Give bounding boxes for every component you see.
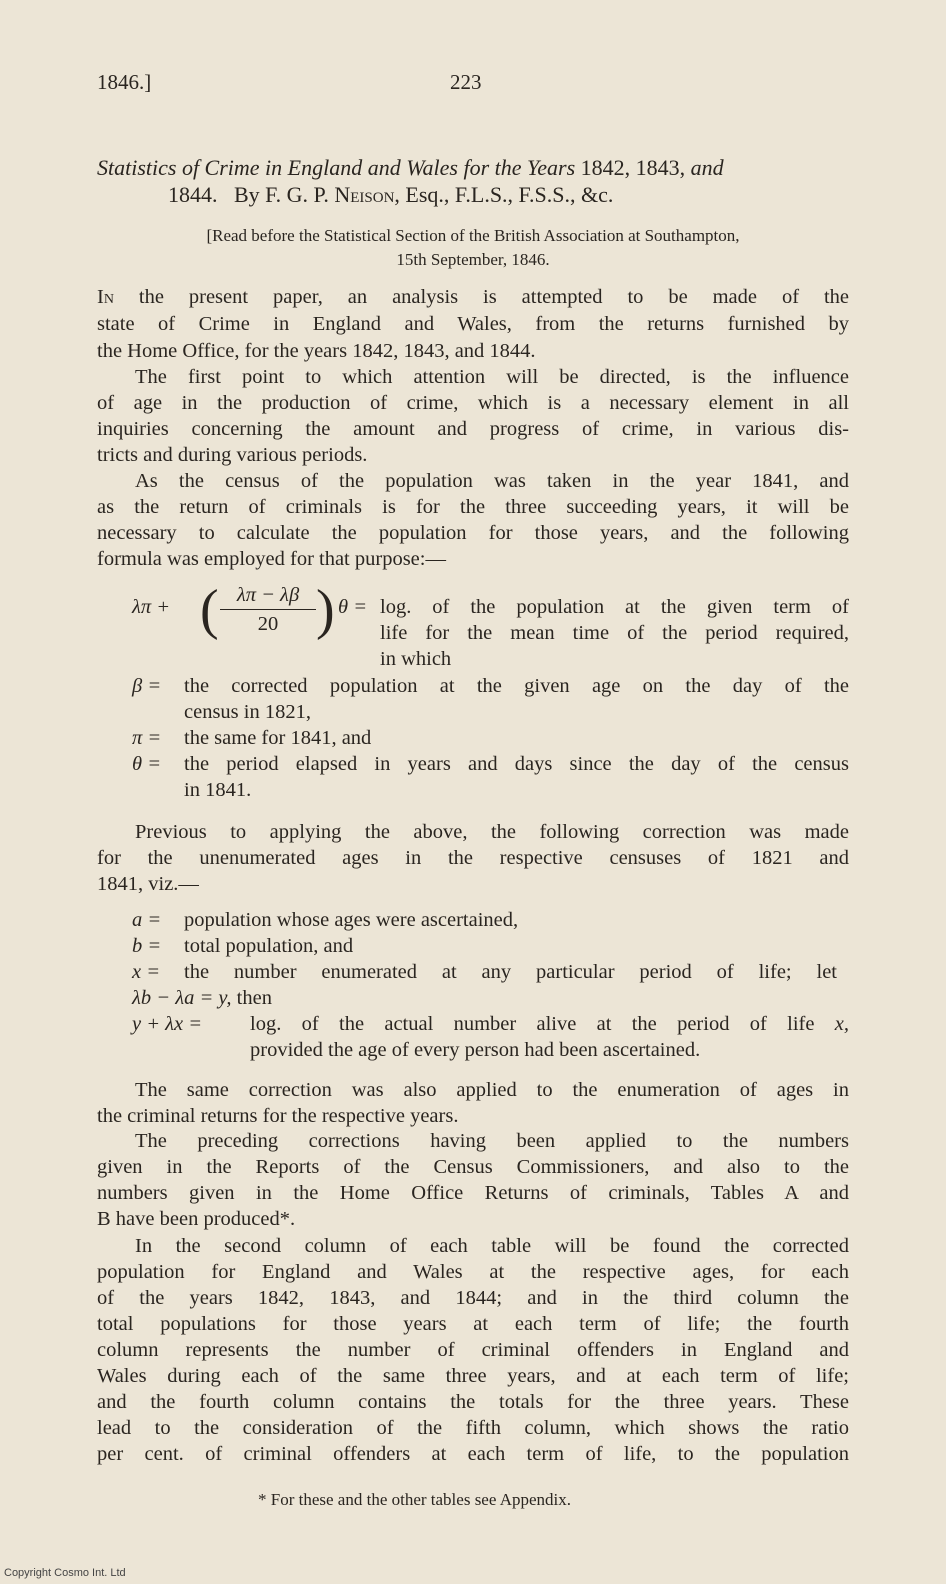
def-a-sym (132, 907, 161, 933)
para2-line3: inquiries concerning the amount and progress of crime, in various dis- (97, 418, 849, 440)
para2-line4: tricts and during various periods. (97, 444, 368, 466)
eq2-var: x, (834, 1013, 850, 1035)
para3-line2: as the return of criminals is for the three succeeding years, it will be (97, 496, 849, 518)
para2-line2: of age in the production of crime, which is a necessary element in all (97, 392, 849, 414)
para3-line1: As the census of the population was taken in the year 1841, and (135, 470, 849, 492)
para3-line3: necessary to calculate the population for those years, and the following (97, 522, 849, 544)
para6-line4: B have been produced*. (97, 1208, 296, 1230)
def-beta-sym-text: β = (132, 675, 162, 697)
fraction-bar (220, 609, 316, 610)
formula-desc1: log. of the population at the given term of (380, 596, 849, 618)
eq1-math: λb − λa = y, (132, 987, 232, 1009)
formula-desc2: life for the mean time of the period required, (380, 622, 849, 644)
eq1-text: then (236, 987, 272, 1009)
read-note (97, 224, 849, 272)
def-x-sym-text: x = (132, 961, 161, 983)
formula-theta (338, 594, 367, 620)
title-year2: 1844. (168, 182, 218, 207)
title-author: Neison (334, 182, 395, 207)
formula-theta-text: θ = (338, 596, 368, 618)
title-credentials: , Esq., F.L.S., F.S.S., &c. (394, 182, 614, 207)
para6-line3: numbers given in the Home Office Returns of criminals, Tables A and (97, 1182, 849, 1204)
para4-line2: for the unenumerated ages in the respective censuses of 1821 and (97, 847, 849, 869)
para7-line4: total populations for those years at each term of life; the fourth (97, 1313, 849, 1335)
page-number: 223 (450, 70, 482, 94)
para3-line4: formula was employed for that purpose:— (97, 548, 446, 570)
def-x-sym (132, 959, 160, 985)
def-x-text: the number enumerated at any particular period of life; let (184, 961, 837, 983)
eq2-cont: provided the age of every person had been ascertained. (250, 1039, 701, 1061)
title-by: By F. G. P. (234, 182, 329, 207)
def-theta-cont: in 1841. (184, 779, 252, 801)
title-italic: Statistics of Crime in England and Wales for the Years (97, 155, 576, 180)
def-theta-text: the period elapsed in years and days since the day of the census (184, 753, 849, 775)
formula-lhs-text: λπ + (132, 596, 171, 618)
title-line2 (168, 182, 613, 208)
running-header-year: 1846.] (97, 70, 152, 94)
para6-line1: The preceding corrections having been applied to the numbers (135, 1130, 849, 1152)
dropword: In (97, 286, 114, 308)
formula-paren-left: ( (200, 579, 219, 641)
formula-paren-right: ) (316, 579, 335, 641)
eq2-line (250, 1011, 849, 1037)
eq2-text: log. of the actual number alive at the period of life (250, 1013, 815, 1035)
eq1 (132, 985, 272, 1011)
copyright-notice: Copyright Cosmo Int. Ltd (4, 1567, 126, 1579)
def-theta-sym-text: θ = (132, 753, 162, 775)
para7-line9: per cent. of criminal offenders at each term of life, to the population (97, 1443, 849, 1465)
eq2-sym (132, 1011, 202, 1037)
formula-numerator (218, 582, 318, 608)
def-b-sym-text: b = (132, 935, 162, 957)
para1-line2: state of Crime in England and Wales, from the returns furnished by (97, 313, 849, 335)
para4-line3: 1841, viz.— (97, 873, 199, 895)
para7-line1: In the second column of each table will be found the corrected (135, 1235, 849, 1257)
def-pi-sym-text: π = (132, 727, 162, 749)
formula-numerator-text: λπ − λβ (236, 584, 300, 606)
para1-line3: the Home Office, for the years 1842, 1843, and 1844. (97, 340, 536, 362)
footnote: * For these and the other tables see Appendix. (258, 1490, 572, 1509)
formula-lhs (132, 594, 170, 620)
title-years: 1842, 1843, (580, 155, 686, 180)
para1-line1 (97, 284, 849, 310)
def-pi-sym (132, 725, 161, 751)
formula-desc3: in which (380, 648, 452, 670)
para1-text1: the present paper, an analysis is attempted to be made of the (138, 286, 850, 308)
para7-line7: and the fourth column contains the totals for the three years. These (97, 1391, 849, 1413)
para4-line1: Previous to applying the above, the following correction was made (135, 821, 849, 843)
para5-line1: The same correction was also applied to the enumeration of ages in (135, 1079, 849, 1101)
eq2-math: y + λx = (132, 1013, 203, 1035)
def-beta-cont: census in 1821, (184, 701, 311, 723)
para7-line8: lead to the consideration of the fifth column, which shows the ratio (97, 1417, 849, 1439)
read-note-line2: 15th September, 1846. (396, 250, 550, 269)
read-note-line1: [Read before the Statistical Section of the British Association at Southampton, (206, 226, 740, 245)
article-title (97, 155, 724, 181)
para7-line2: population for England and Wales at the respective ages, for each (97, 1261, 849, 1283)
para7-line3: of the years 1842, 1843, and 1844; and in the third column the (97, 1287, 849, 1309)
title-and: and (690, 155, 724, 180)
def-a-sym-text: a = (132, 909, 162, 931)
para7-line6: Wales during each of the same three years, and at each term of life; (97, 1365, 849, 1387)
def-pi-text: the same for 1841, and (184, 727, 372, 749)
def-theta-sym (132, 751, 161, 777)
def-beta-sym (132, 673, 161, 699)
para7-line5: column represents the number of criminal offenders in England and (97, 1339, 849, 1361)
def-b-sym (132, 933, 161, 959)
def-beta-text: the corrected population at the given age on the day of the (184, 675, 849, 697)
def-b-text: total population, and (184, 935, 354, 957)
para6-line2: given in the Reports of the Census Commissioners, and also to the (97, 1156, 849, 1178)
def-a-text: population whose ages were ascertained, (184, 909, 519, 931)
formula-denominator: 20 (257, 613, 279, 635)
para5-line2: the criminal returns for the respective years. (97, 1105, 459, 1127)
para2-line1: The first point to which attention will be directed, is the influence (135, 366, 849, 388)
